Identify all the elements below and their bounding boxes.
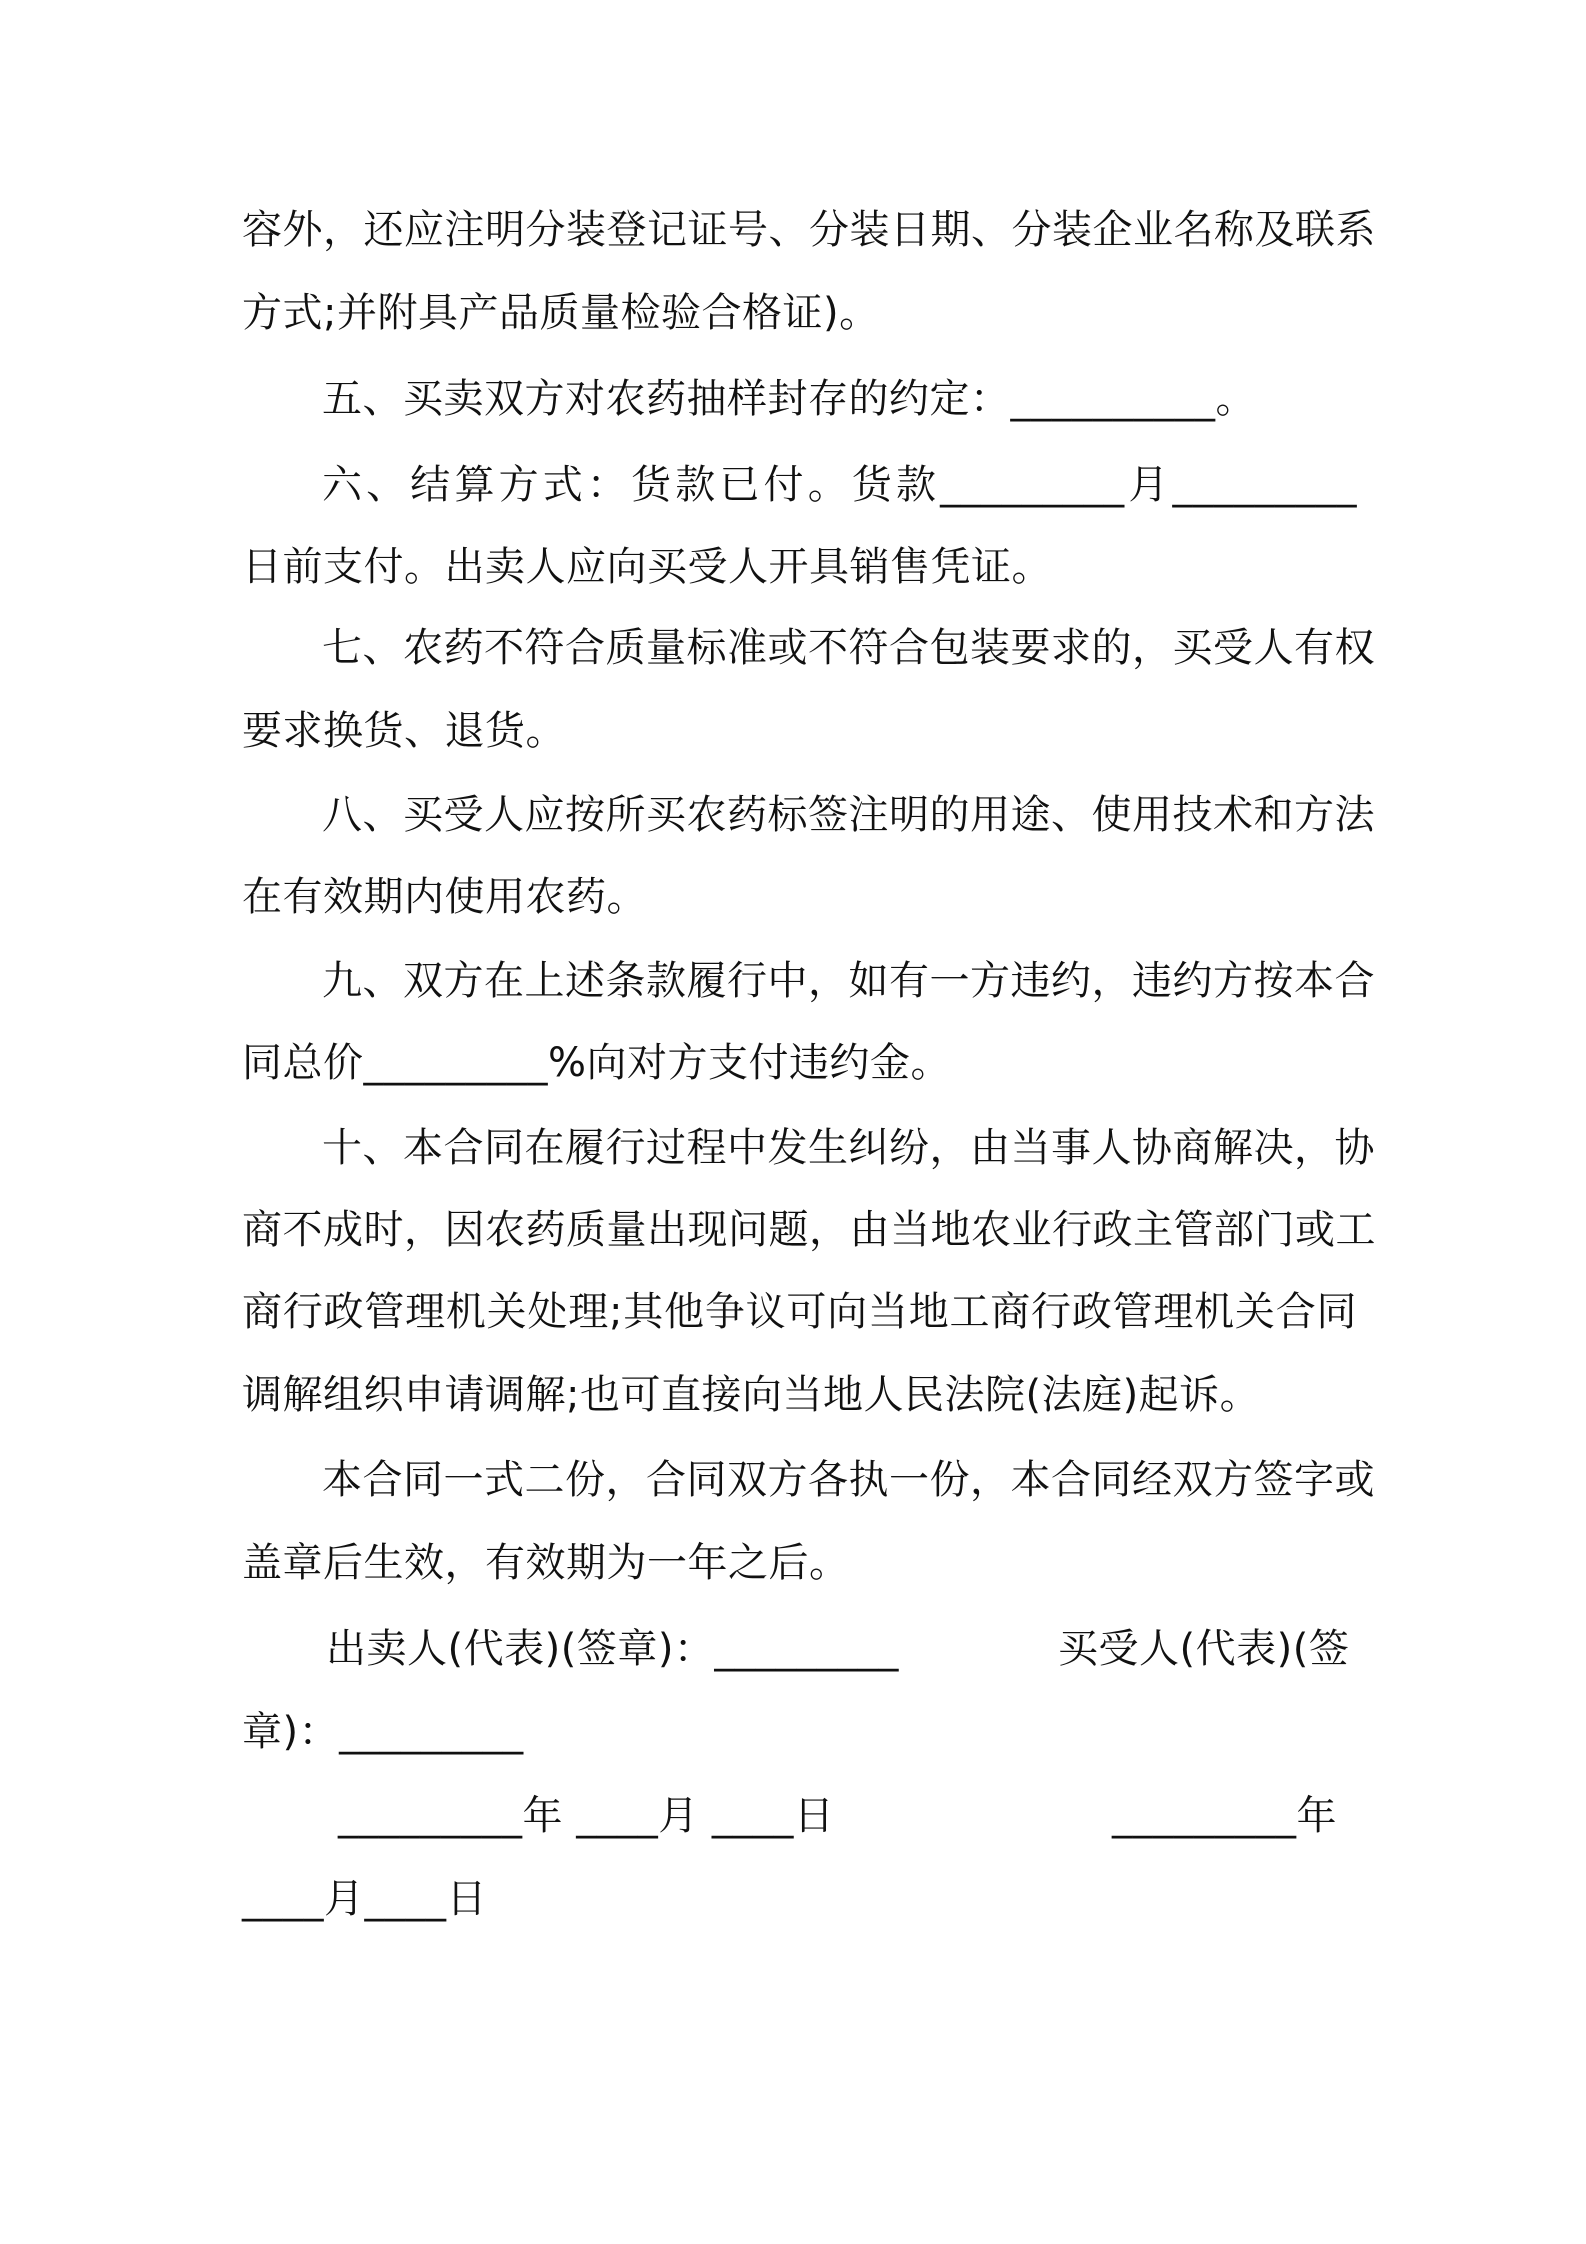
clause-8: 八、买受人应按所买农药标签注明的用途、使用技术和方法: [322, 792, 1375, 838]
buyer-date-cont: ____月____日: [242, 1876, 487, 1922]
clause-5: 五、买卖双方对农药抽样封存的约定：__________。: [322, 376, 1256, 422]
buyer-signature-label: 买受人(代表)(签: [1058, 1626, 1350, 1672]
clause-10-cont: 商不成时，因农药质量出现问题，由当地农业行政主管部门或工: [242, 1207, 1376, 1253]
closing-clause: 本合同一式二份，合同双方各执一份，本合同经双方签字或: [322, 1457, 1375, 1503]
clause-7: 七、农药不符合质量标准或不符合包装要求的，买受人有权: [322, 625, 1375, 671]
seller-signature-label: 出卖人(代表)(签章)：_________: [326, 1626, 899, 1672]
clause-6: 六、结算方式：货款已付。货款_________月_________: [322, 462, 1357, 508]
clause-9-cont: 同总价_________%向对方支付违约金。: [242, 1040, 952, 1086]
clause-10-cont: 商行政管理机关处理;其他争议可向当地工商行政管理机关合同: [242, 1289, 1357, 1335]
buyer-date: _________年: [1112, 1793, 1337, 1839]
buyer-signature-cont: 章)：_________: [242, 1709, 524, 1755]
clause-8-cont: 在有效期内使用农药。: [242, 874, 647, 920]
closing-clause-cont: 盖章后生效，有效期为一年之后。: [242, 1540, 850, 1586]
clause-7-cont: 要求换货、退货。: [242, 708, 566, 754]
paragraph-line: 方式;并附具产品质量检验合格证)。: [242, 290, 880, 336]
date-line: [0, 1790, 1586, 1842]
clause-6-cont: 日前支付。出卖人应向买受人开具销售凭证。: [242, 544, 1052, 590]
clause-9: 九、双方在上述条款履行中，如有一方违约，违约方按本合: [322, 958, 1375, 1004]
paragraph-line: 容外，还应注明分装登记证号、分装日期、分装企业名称及联系: [242, 207, 1376, 253]
signature-line: [0, 1623, 1586, 1675]
clause-10-cont: 调解组织申请调解;也可直接向当地人民法院(法庭)起诉。: [242, 1372, 1261, 1418]
clause-10: 十、本合同在履行过程中发生纠纷，由当事人协商解决，协: [322, 1125, 1375, 1171]
seller-date: _________年 ____月 ____日: [338, 1793, 835, 1839]
